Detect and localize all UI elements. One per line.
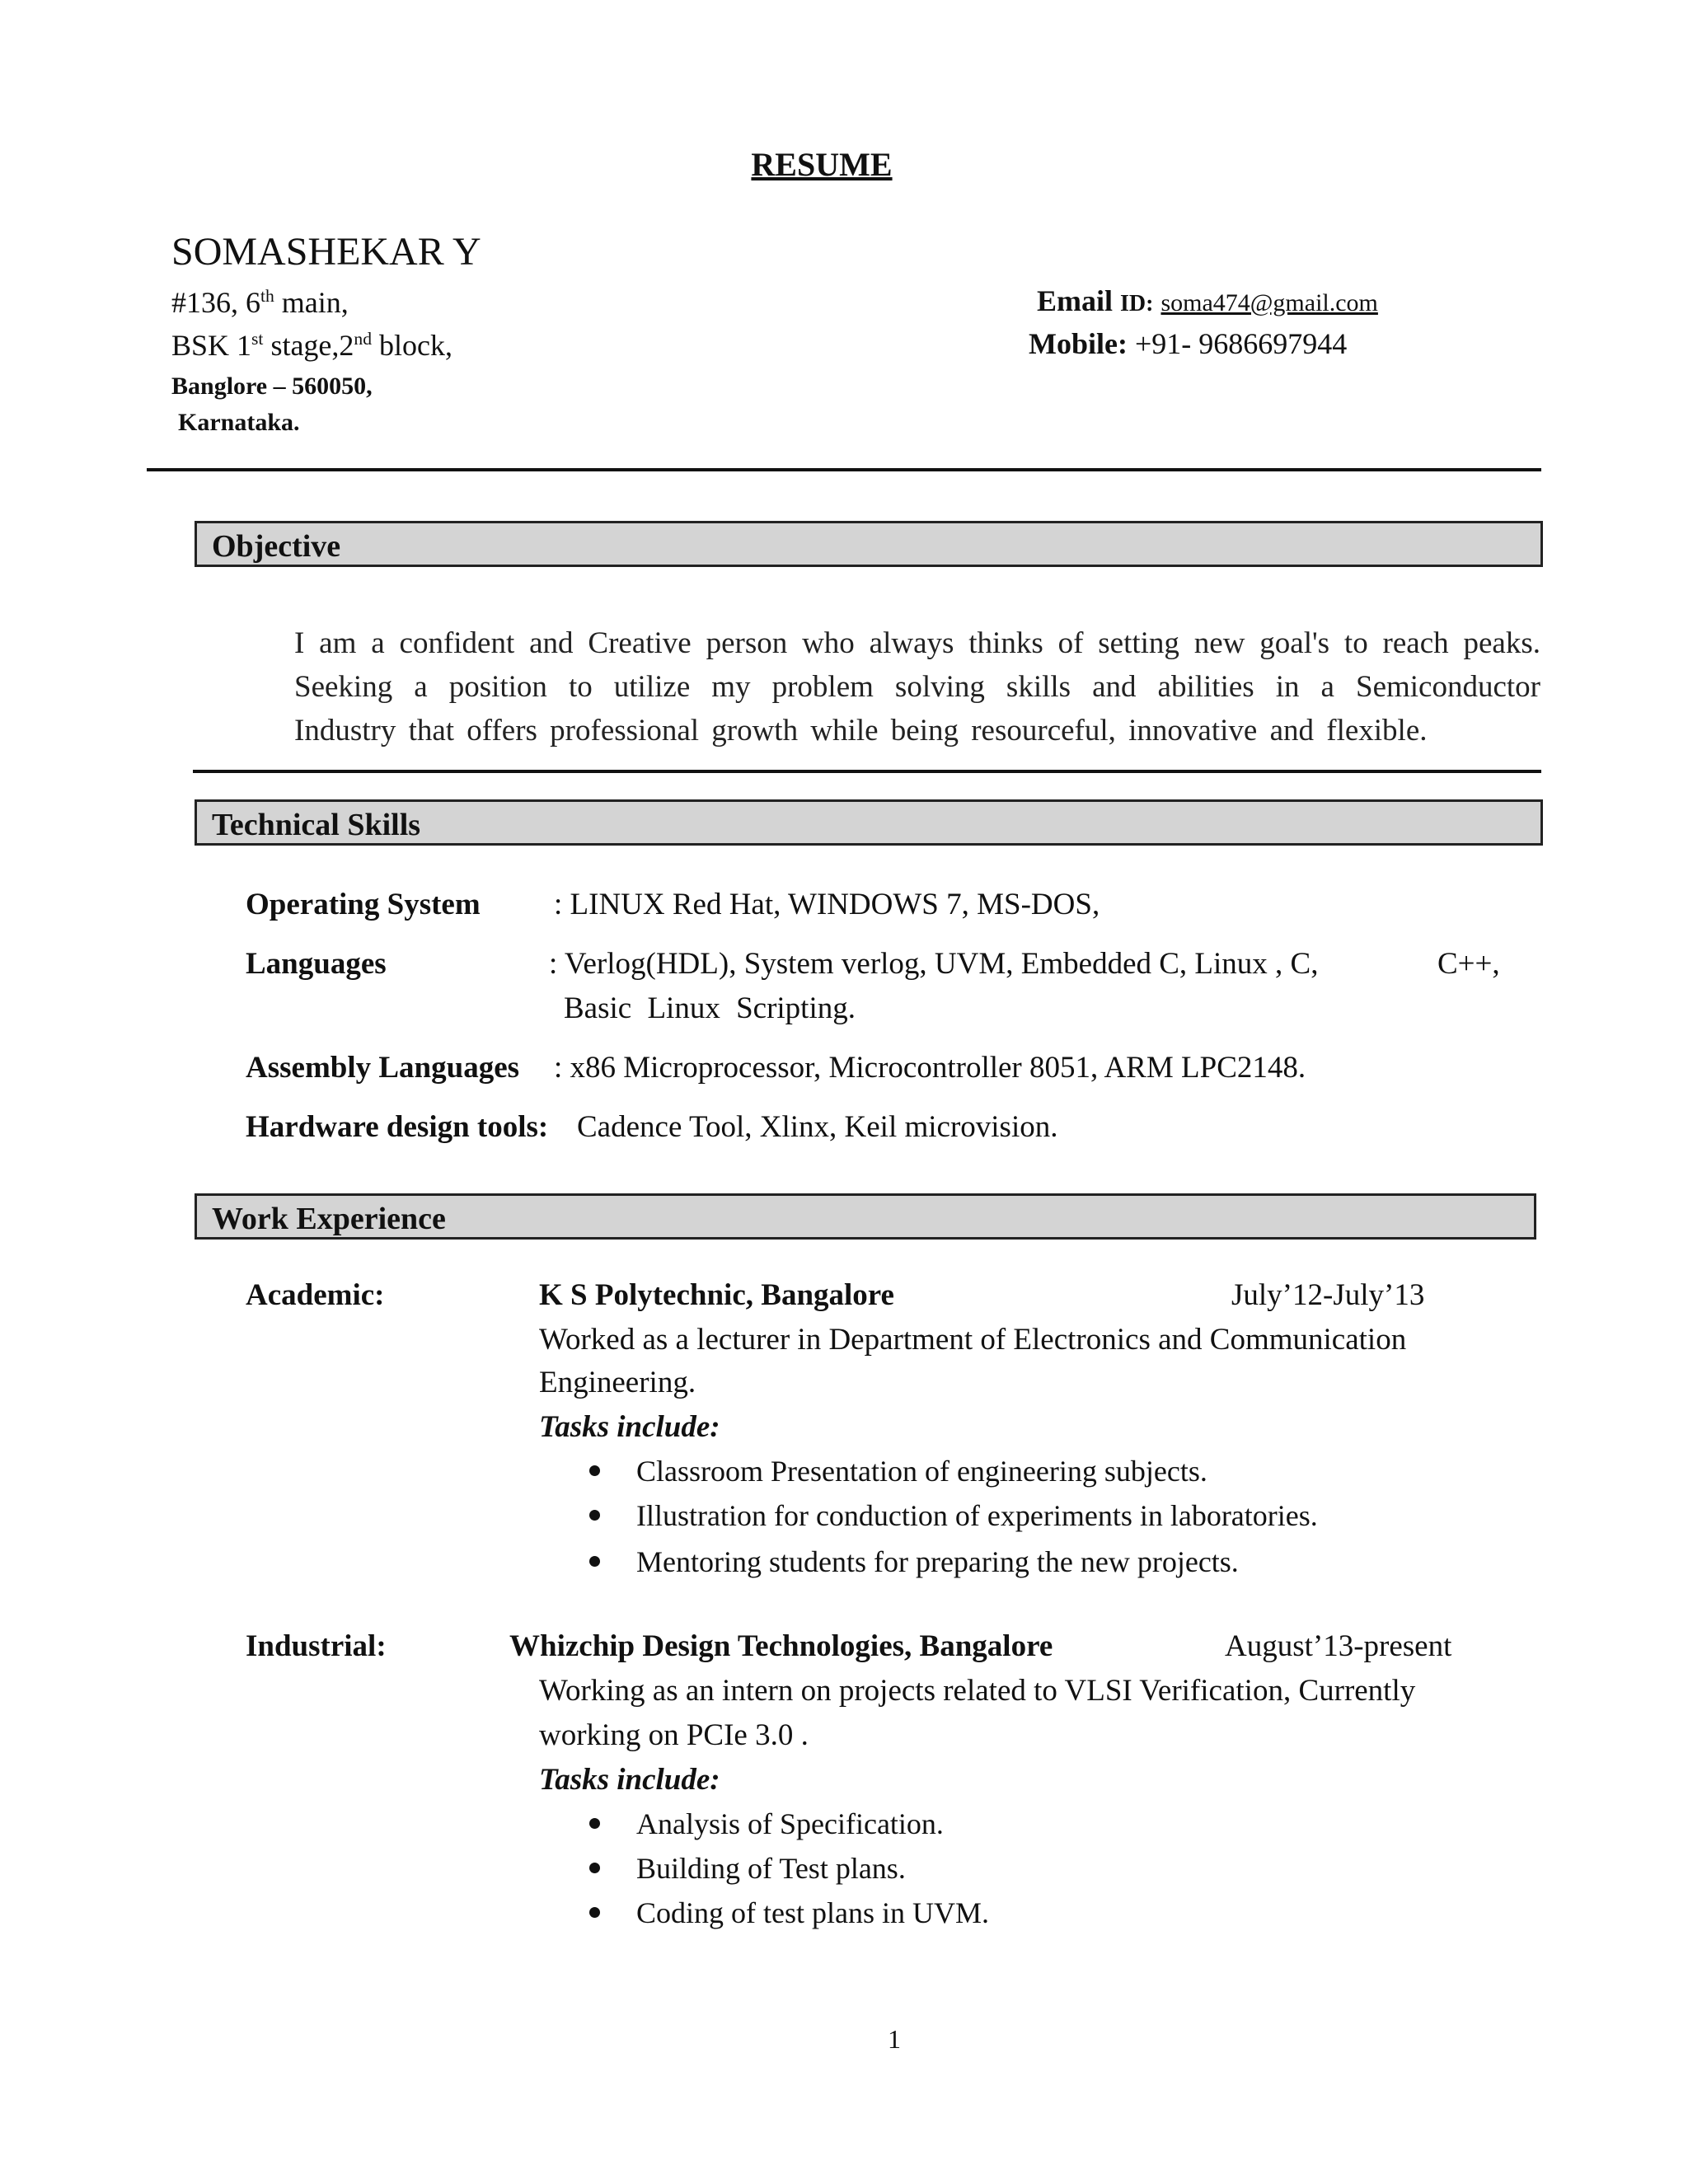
bullet-icon xyxy=(589,1465,600,1476)
bullet-icon xyxy=(589,1818,600,1829)
document-title: RESUME xyxy=(751,146,893,183)
objective-line-1: I am a confident and Creative person who always thinks of setting new goal's to reach peaks. xyxy=(294,626,1540,660)
address-line-2: BSK 1st stage,2nd block, xyxy=(171,329,452,362)
bullet-icon xyxy=(589,1863,600,1873)
os-value: : LINUX Red Hat, WINDOWS 7, MS-DOS, xyxy=(554,888,1100,921)
languages-label: Languages xyxy=(246,947,387,981)
academic-task-item: Classroom Presentation of engineering subjects. xyxy=(636,1454,1207,1488)
industrial-desc-2: working on PCIe 3.0 . xyxy=(539,1718,809,1752)
industrial-tasks-label: Tasks include: xyxy=(539,1763,720,1797)
industrial-desc-1: Working as an intern on projects related to VLSI Verification, Currently xyxy=(539,1674,1416,1708)
industrial-task-item: Coding of test plans in UVM. xyxy=(636,1896,989,1930)
industrial-dates: August’13-present xyxy=(1225,1629,1452,1663)
academic-desc-2: Engineering. xyxy=(539,1366,696,1399)
academic-org: K S Polytechnic, Bangalore xyxy=(539,1278,894,1312)
mobile-number: +91- 9686697944 xyxy=(1134,327,1348,360)
email-label: Email xyxy=(1037,284,1114,317)
bullet-icon xyxy=(589,1907,600,1918)
skills-heading: Technical Skills xyxy=(212,808,421,842)
bullet-icon xyxy=(589,1510,600,1521)
industrial-org: Whizchip Design Technologies, Bangalore xyxy=(509,1629,1053,1663)
objective-divider xyxy=(193,770,1541,773)
academic-tasks-label: Tasks include: xyxy=(539,1410,720,1444)
industrial-task-item: Building of Test plans. xyxy=(636,1851,906,1886)
mobile-row xyxy=(1029,326,1347,361)
languages-value-end: C++, xyxy=(1437,947,1500,981)
address-line-3: Banglore – 560050, xyxy=(171,373,373,400)
email-id-label: ID: xyxy=(1120,291,1154,316)
header-divider xyxy=(147,468,1541,471)
work-heading-bar xyxy=(195,1193,1536,1240)
email-row xyxy=(1037,284,1378,318)
academic-desc-1: Worked as a lecturer in Department of Electronics and Communication xyxy=(539,1323,1407,1357)
hardware-tools-value: Cadence Tool, Xlinx, Keil microvision. xyxy=(577,1110,1058,1144)
objective-line-3: Industry that offers professional growth while being resourceful, innovative and flexible. xyxy=(294,714,1428,748)
languages-value-2: Basic Linux Scripting. xyxy=(564,991,856,1025)
address-line-1: #136, 6th main, xyxy=(171,286,349,319)
hardware-tools-label: Hardware design tools: xyxy=(246,1110,549,1144)
academic-dates: July’12-July’13 xyxy=(1231,1278,1425,1312)
languages-value: : Verlog(HDL), System verlog, UVM, Embedded C, Linux , C, xyxy=(549,947,1319,981)
os-label: Operating System xyxy=(246,888,481,921)
academic-task-item: Mentoring students for preparing the new projects. xyxy=(636,1544,1239,1579)
page-number: 1 xyxy=(888,2024,901,2054)
mobile-label: Mobile: xyxy=(1029,327,1128,360)
assembly-value: : x86 Microprocessor, Microcontroller 8051, ARM LPC2148. xyxy=(554,1051,1306,1085)
industrial-label: Industrial: xyxy=(246,1629,387,1663)
work-heading: Work Experience xyxy=(212,1202,446,1236)
objective-heading: Objective xyxy=(212,529,341,564)
email-link[interactable]: soma474@gmail.com xyxy=(1160,289,1378,316)
skills-heading-bar xyxy=(195,799,1543,846)
academic-task-item: Illustration for conduction of experiments in laboratories. xyxy=(636,1498,1318,1533)
address-line-4: Karnataka. xyxy=(178,409,300,436)
bullet-icon xyxy=(589,1556,600,1567)
objective-heading-bar xyxy=(195,521,1543,567)
objective-line-2: Seeking a position to utilize my problem solving skills and abilities in a Semiconductor xyxy=(294,670,1540,704)
candidate-name: SOMASHEKAR Y xyxy=(171,230,481,274)
industrial-task-item: Analysis of Specification. xyxy=(636,1807,944,1841)
assembly-label: Assembly Languages xyxy=(246,1051,520,1085)
academic-label: Academic: xyxy=(246,1278,385,1312)
